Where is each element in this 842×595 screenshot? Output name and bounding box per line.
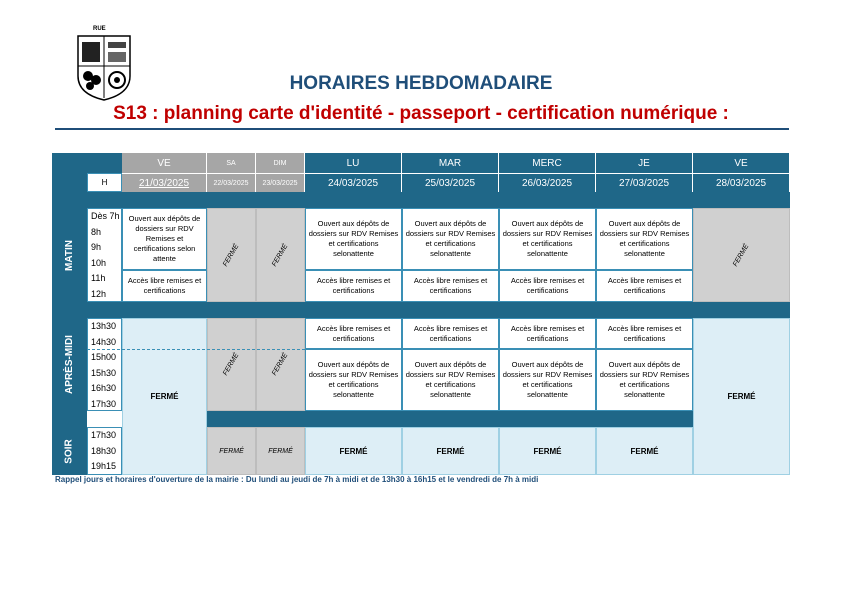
date-header-mar: 25/03/2025	[402, 173, 499, 192]
cell-je-matin-acces: Accès libre remises et certifications	[596, 270, 693, 302]
time-slot: 8h	[91, 226, 102, 237]
footer-note: Rappel jours et horaires d'ouverture de la mairie : Du lundi au jeudi de 7h à midi et de 13h30 à 16h15 et le vendredi de 7h à midi	[55, 475, 539, 484]
time-slot: 12h	[91, 288, 107, 299]
cell-mar-pm-acces: Accès libre remises et certifications	[402, 318, 499, 349]
separator-band-soir	[207, 411, 693, 427]
time-slot: 10h	[91, 257, 107, 268]
cell-lu-soir: FERMÉ	[305, 427, 402, 475]
h-header: H	[87, 173, 122, 192]
separator-band-top	[52, 192, 790, 208]
day-header-mar: MAR	[402, 153, 499, 173]
page-title: HORAIRES HEBDOMADAIRE	[289, 73, 553, 94]
cell-ve21-apres-midi: FERMÉ	[122, 318, 207, 475]
time-slot: 15h30	[91, 367, 117, 378]
table-corner	[52, 153, 122, 173]
date-header-dim: 23/03/2025	[256, 173, 305, 192]
times-soir	[87, 427, 122, 475]
time-slot: 14h30	[91, 336, 117, 347]
cell-lu-matin-depots: Ouvert aux dépôts de dossiers sur RDV Remises et certifications selonattente	[305, 208, 402, 270]
period-matin: MATIN	[63, 239, 75, 271]
title-rule	[55, 128, 789, 130]
cell-je-matin-depots: Ouvert aux dépôts de dossiers sur RDV Remises et certifications selonattente	[596, 208, 693, 270]
time-slot: 19h15	[91, 461, 117, 471]
separator-band-mid	[52, 302, 790, 318]
cell-lu-pm-acces: Accès libre remises et certifications	[305, 318, 402, 349]
times-matin	[87, 208, 122, 302]
day-header-lu: LU	[305, 153, 402, 173]
cell-merc-matin-acces: Accès libre remises et certifications	[499, 270, 596, 302]
cell-sa-soir: FERMÉ	[207, 427, 256, 475]
cell-lu-matin-acces: Accès libre remises et certifications	[305, 270, 402, 302]
cell-merc-pm-acces: Accès libre remises et certifications	[499, 318, 596, 349]
cell-sa-matin: FERMÉ	[207, 208, 256, 302]
cell-mar-soir: FERMÉ	[402, 427, 499, 475]
cell-ve21-matin-acces: Accès libre remises et certifications	[122, 270, 207, 302]
cell-je-pm-depots: Ouvert aux dépôts de dossiers sur RDV Remises et certifications selonattente	[596, 349, 693, 411]
time-slot: Dès 7h	[91, 211, 120, 221]
day-header-ve21: VE	[122, 153, 207, 173]
cell-merc-matin-depots: Ouvert aux dépôts de dossiers sur RDV Remises et certifications selonattente	[499, 208, 596, 270]
date-header-lu: 24/03/2025	[305, 173, 402, 192]
time-slot: 18h30	[91, 445, 117, 456]
day-header-sa: SA	[207, 153, 256, 173]
date-header-merc: 26/03/2025	[499, 173, 596, 192]
times-apres-midi	[87, 318, 122, 411]
cell-merc-soir: FERMÉ	[499, 427, 596, 475]
page-subtitle: S13 : planning carte d'identité - passeport - certification numérique :	[113, 103, 729, 124]
period-apres-midi: APRÈS-MIDI	[64, 335, 75, 394]
period-soir: SOIR	[63, 438, 75, 464]
cell-merc-pm-depots: Ouvert aux dépôts de dossiers sur RDV Remises et certifications selonattente	[499, 349, 596, 411]
day-header-ve28: VE	[693, 153, 790, 173]
cell-dim-apres-midi: FERMÉ	[256, 318, 305, 411]
cell-dim-soir: FERMÉ	[256, 427, 305, 475]
cell-mar-matin-acces: Accès libre remises et certifications	[402, 270, 499, 302]
cell-lu-pm-depots: Ouvert aux dépôts de dossiers sur RDV Remises et certifications selonattente	[305, 349, 402, 411]
cell-mar-pm-depots: Ouvert aux dépôts de dossiers sur RDV Remises et certifications selonattente	[402, 349, 499, 411]
time-slot: 17h30	[91, 430, 117, 440]
day-header-je: JE	[596, 153, 693, 173]
logo-text: RUE	[93, 26, 106, 32]
date-header-ve28: 28/03/2025	[693, 173, 790, 192]
cell-mar-matin-depots: Ouvert aux dépôts de dossiers sur RDV Remises et certifications selonattente	[402, 208, 499, 270]
date-header-ve21: 21/03/2025	[122, 173, 207, 192]
cell-ve28-apres-midi: FERMÉ	[693, 318, 790, 475]
cell-sa-apres-midi: FERMÉ	[207, 318, 256, 411]
time-slot: 13h30	[91, 321, 117, 331]
time-slot: 16h30	[91, 383, 117, 393]
cell-ve28-matin: FERMÉ	[693, 208, 790, 302]
date-header-sa: 22/03/2025	[207, 173, 256, 192]
dashed-divider	[87, 349, 305, 350]
cell-je-pm-acces: Accès libre remises et certifications	[596, 318, 693, 349]
time-slot: 9h	[91, 242, 102, 252]
day-header-merc: MERC	[499, 153, 596, 173]
time-slot: 17h30	[91, 398, 117, 409]
cell-je-soir: FERMÉ	[596, 427, 693, 475]
time-slot: 15h00	[91, 352, 117, 362]
time-slot: 11h	[91, 273, 106, 283]
cell-ve21-matin-depots: Ouvert aux dépôts de dossiers sur RDV Remises et certifications selon attente	[122, 208, 207, 270]
date-header-je: 27/03/2025	[596, 173, 693, 192]
cell-dim-matin: FERMÉ	[256, 208, 305, 302]
day-header-dim: DIM	[256, 153, 305, 173]
